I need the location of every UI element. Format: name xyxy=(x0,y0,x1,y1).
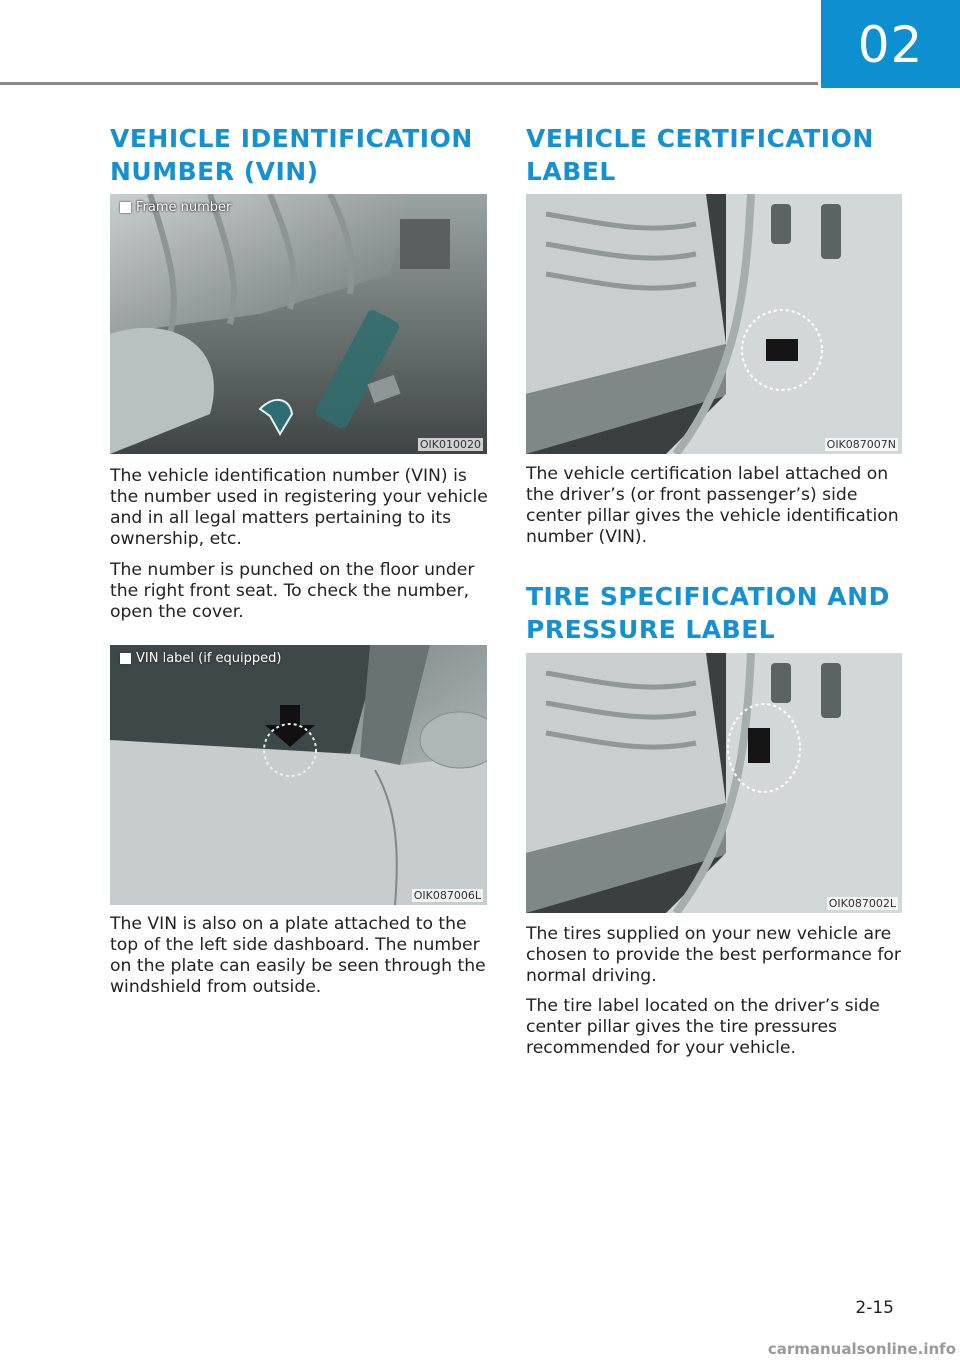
watermark-logo xyxy=(760,1334,960,1362)
vin-heading: VEHICLE IDENTIFICATION NUMBER (VIN) xyxy=(110,124,473,186)
header-rule xyxy=(0,82,818,85)
svg-text:carmanualsonline.info: carmanualsonline.info xyxy=(767,1340,956,1358)
frame-number-photo xyxy=(110,194,487,454)
tire-label-photo xyxy=(526,653,902,913)
certification-paragraph: The vehicle certification label attached on the driver’s (or front passenger’s) side center pillar gives the vehicle identification number (VIN). xyxy=(526,464,899,547)
figure-code: OIK087007N xyxy=(826,438,896,451)
figure-caption-text: VIN label (if equipped) xyxy=(136,651,282,666)
vin-paragraph-1: The vehicle identification number (VIN) is the number used in registering your vehicle and in all legal matters pertaining to its ownership, etc. xyxy=(110,466,488,549)
vin-paragraph-3: The VIN is also on a plate attached to the top of the left side dashboard. The number on the plate can easily be seen through the windshield from outside. xyxy=(110,914,486,997)
chapter-tab: 02 xyxy=(821,0,960,88)
vin-label-photo xyxy=(110,645,487,905)
figure-code: OIK087002L xyxy=(828,897,896,910)
tire-paragraph-2: The tire label located on the driver’s side center pillar gives the tire pressures recommended for your vehicle. xyxy=(526,996,880,1058)
bullet-square-icon xyxy=(120,202,131,213)
figure-code: OIK087006L xyxy=(413,889,481,902)
bullet-square-icon xyxy=(120,653,131,664)
vin-paragraph-2: The number is punched on the floor under the right front seat. To check the number, open the cover. xyxy=(110,560,475,622)
certification-label-photo xyxy=(526,194,902,454)
tire-paragraph-1: The tires supplied on your new vehicle are chosen to provide the best performance for normal driving. xyxy=(526,924,901,986)
frame-number-caption xyxy=(120,200,231,215)
figure-code: OIK010020 xyxy=(419,438,481,451)
figure-caption-text: Frame number xyxy=(136,200,232,215)
page-number: 2-15 xyxy=(855,1298,894,1318)
certification-heading: VEHICLE CERTIFICATION LABEL xyxy=(526,124,874,186)
vin-label-caption xyxy=(120,651,281,666)
tire-label-heading: TIRE SPECIFICATION AND PRESSURE LABEL xyxy=(526,582,890,644)
